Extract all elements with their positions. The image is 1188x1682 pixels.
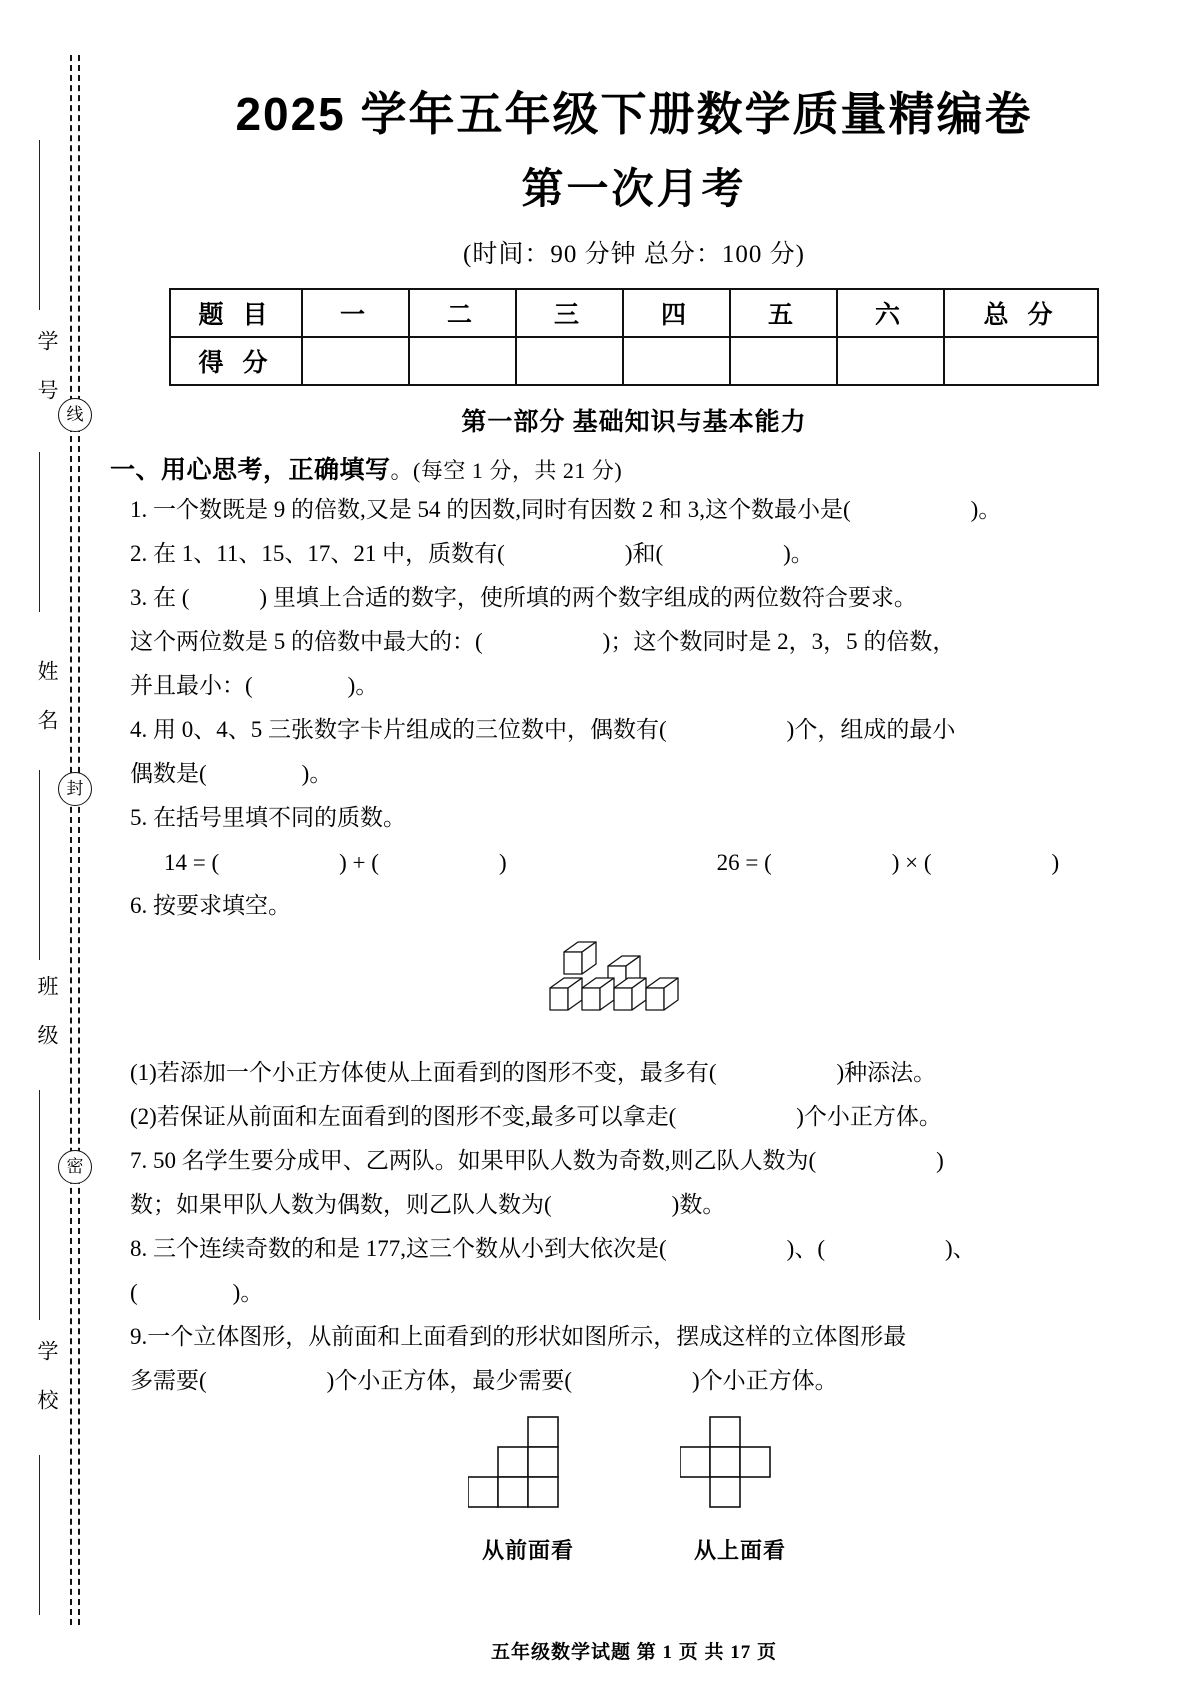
field-name: 姓 名	[35, 660, 59, 732]
equation-1-left: 14 = (	[164, 850, 220, 875]
score-header-3: 三	[516, 289, 623, 337]
score-cell-3[interactable]	[516, 337, 623, 385]
score-cell-1[interactable]	[302, 337, 409, 385]
question-9-text-a: 9.一个立体图形，从前面和上面看到的形状如图所示，摆成这样的立体图形最	[130, 1324, 907, 1349]
exam-paper	[104, 0, 1164, 1682]
question-3	[130, 578, 1154, 618]
score-cell-4[interactable]	[623, 337, 730, 385]
question-7-text-b: )	[936, 1148, 944, 1173]
rule-below-student-id	[39, 452, 40, 612]
question-6	[130, 886, 1154, 926]
score-cell-2[interactable]	[409, 337, 516, 385]
front-view-caption: 从前面看	[481, 1538, 574, 1563]
top-view-caption: 从上面看	[693, 1538, 786, 1563]
seal-char-xian: 线	[58, 398, 92, 432]
question-7	[130, 1141, 1154, 1181]
question-2	[130, 534, 1154, 574]
question-2-text-b: )和(	[624, 541, 664, 566]
question-5-text: 5. 在括号里填不同的质数。	[130, 805, 406, 830]
question-8-line2	[130, 1273, 1154, 1313]
dashed-line-outer	[70, 55, 72, 1625]
question-8-text-a: 8. 三个连续奇数的和是 177,这三个数从小到大依次是(	[130, 1236, 667, 1261]
question-6-2	[130, 1097, 1154, 1137]
score-header-6: 六	[837, 289, 944, 337]
question-6-2-text-a: (2)若保证从前面和左面看到的图形不变,最多可以拿走(	[130, 1104, 677, 1129]
question-8-text-e: )。	[232, 1280, 264, 1305]
equation-2-mid: ) × (	[891, 850, 932, 875]
question-4	[130, 710, 1154, 750]
question-8-text-c: )、	[945, 1236, 976, 1261]
question-6-1-text-a: (1)若添加一个小正方体使从上面看到的图形不变，最多有(	[130, 1060, 717, 1085]
score-header-subject: 题 目	[170, 289, 302, 337]
section-one-label: 一、用心思考，正确填写	[110, 457, 391, 484]
question-3-line2	[130, 622, 1154, 662]
equation-2-left: 26 = (	[716, 850, 772, 875]
question-9-text-d: )个小正方体。	[692, 1368, 838, 1393]
question-5	[130, 798, 1154, 838]
equation-2-end: )	[1051, 850, 1060, 875]
dashed-line-inner	[78, 55, 80, 1625]
page-footer: 五年级数学试题 第 1 页 共 17 页	[490, 1642, 777, 1663]
question-2-text-a: 2. 在 1、11、15、17、21 中，质数有(	[130, 541, 505, 566]
page-subtitle: 第一次月考	[521, 165, 747, 212]
question-7-line2	[130, 1185, 1154, 1225]
seal-char-feng: 封	[58, 772, 92, 806]
score-table	[169, 288, 1099, 386]
question-3-text-d: )；这个数同时是 2，3，5 的倍数，	[602, 629, 956, 654]
question-3-text-e: 并且最小：(	[130, 673, 253, 698]
question-6-1-text-b: )种添法。	[836, 1060, 937, 1085]
field-school: 学 校	[35, 1340, 59, 1412]
question-6-2-text-b: )个小正方体。	[796, 1104, 942, 1129]
score-table-value-row	[170, 337, 1098, 385]
field-student-id: 学 号	[35, 330, 59, 402]
score-cell-total[interactable]	[944, 337, 1098, 385]
question-8-text-b: )、(	[786, 1236, 825, 1261]
rule-below-name	[39, 770, 40, 960]
score-cell-5[interactable]	[730, 337, 837, 385]
question-4-line2	[130, 754, 1154, 794]
rule-below-class	[39, 1090, 40, 1320]
cube-stack-figure	[534, 932, 734, 1044]
question-3-text-f: )。	[347, 673, 379, 698]
page-title: 2025 学年五年级下册数学质量精编卷	[235, 88, 1033, 140]
question-2-text-c: )。	[783, 541, 814, 566]
part-title: 第一部分 基础知识与基本能力	[461, 409, 807, 436]
question-8-text-d: (	[130, 1280, 138, 1305]
top-view-block	[680, 1407, 800, 1565]
question-8	[130, 1229, 1154, 1269]
question-9-text-c: )个小正方体，最少需要(	[326, 1368, 572, 1393]
field-class: 班 级	[35, 975, 59, 1047]
question-6-1	[130, 1053, 1154, 1093]
top-view-figure	[680, 1407, 800, 1527]
question-1	[130, 490, 1154, 530]
question-9-line2	[130, 1361, 1154, 1401]
equation-1-mid: ) + (	[339, 850, 379, 875]
section-one-note: 。(每空 1 分，共 21 分)	[390, 458, 623, 483]
question-4-text-c: 偶数是(	[130, 761, 207, 786]
question-6-text: 6. 按要求填空。	[130, 893, 291, 918]
cube-stack-figure-wrap	[104, 932, 1164, 1049]
question-3-text-b: ) 里填上合适的数字，使所填的两个数字组成的两位数符合要求。	[259, 585, 917, 610]
rule-above-student-id	[39, 140, 40, 310]
question-7-text-d: )数。	[671, 1192, 726, 1217]
equation-1-end: )	[498, 850, 507, 875]
question-9-text-b: 多需要(	[130, 1368, 207, 1393]
exam-info: (时间：90 分钟 总分：100 分)	[463, 241, 805, 268]
binding-strip	[0, 0, 100, 1682]
front-view-block	[468, 1407, 588, 1565]
question-4-text-b: )个，组成的最小	[786, 717, 956, 742]
question-1-tail: )。	[970, 497, 1002, 522]
score-table-header-row	[170, 289, 1098, 337]
question-9	[130, 1317, 1154, 1357]
score-header-5: 五	[730, 289, 837, 337]
question-9-views	[104, 1407, 1164, 1565]
question-3-text-a: 3. 在 (	[130, 585, 190, 610]
section-one-title	[110, 450, 1164, 486]
question-3-line3	[130, 666, 1154, 706]
question-4-text-a: 4. 用 0、4、5 三张数字卡片组成的三位数中，偶数有(	[130, 717, 667, 742]
question-7-text-c: 数；如果甲队人数为偶数，则乙队人数为(	[130, 1192, 552, 1217]
question-1-text: 1. 一个数既是 9 的倍数,又是 54 的因数,同时有因数 2 和 3,这个数最小是(	[130, 497, 851, 522]
rule-below-school	[39, 1455, 40, 1615]
score-row-label: 得 分	[170, 337, 302, 385]
question-4-text-d: )。	[301, 761, 333, 786]
score-header-2: 二	[409, 289, 516, 337]
score-header-4: 四	[623, 289, 730, 337]
question-3-text-c: 这个两位数是 5 的倍数中最大的：(	[130, 629, 483, 654]
question-7-text-a: 7. 50 名学生要分成甲、乙两队。如果甲队人数为奇数,则乙队人数为(	[130, 1148, 817, 1173]
score-cell-6[interactable]	[837, 337, 944, 385]
score-header-total: 总 分	[944, 289, 1098, 337]
question-5-equations	[164, 844, 1164, 882]
front-view-figure	[468, 1407, 588, 1527]
seal-char-mi: 密	[58, 1150, 92, 1184]
score-header-1: 一	[302, 289, 409, 337]
